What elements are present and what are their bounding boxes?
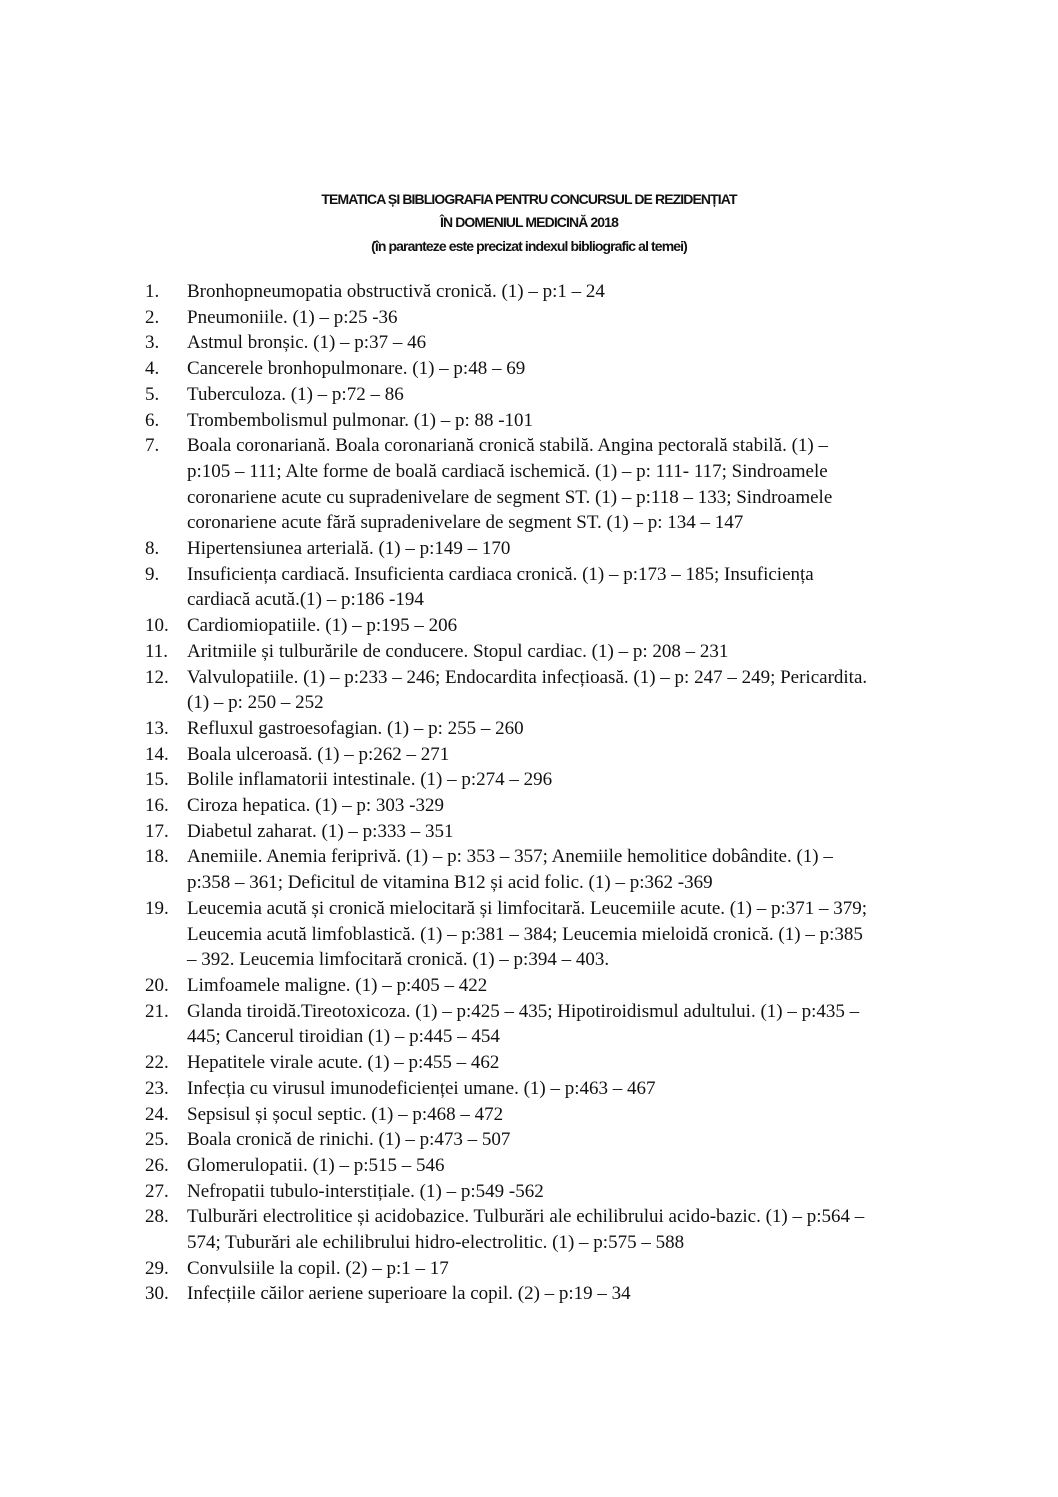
document-title: TEMATICA ȘI BIBLIOGRAFIA PENTRU CONCURSUL DE REZIDENȚIAT xyxy=(321,191,737,207)
item-number: 25. xyxy=(145,1129,169,1151)
list-item xyxy=(145,973,867,999)
item-number: 22. xyxy=(145,1052,169,1074)
item-number: 23. xyxy=(145,1077,169,1099)
item-text-line: Aritmiile și tulburările de conducere. Stopul cardiac. (1) – p: 208 – 231 xyxy=(187,640,729,662)
list-item xyxy=(145,356,867,382)
item-text-line: Anemiile. Anemia feriprivă. (1) – p: 353 – 357; Anemiile hemolitice dobândite. (1) – xyxy=(187,846,833,868)
item-text-line: Leucemia acută și cronică mielocitară și limfocitară. Leucemiile acute. (1) – p:371 – 379; xyxy=(187,897,868,919)
item-number: 7. xyxy=(145,435,160,457)
item-text-line: Infecțiile căilor aeriene superioare la copil. (2) – p:19 – 34 xyxy=(187,1283,631,1305)
list-item xyxy=(145,896,867,973)
list-item xyxy=(145,536,867,562)
item-number: 13. xyxy=(145,717,169,739)
item-number: 12. xyxy=(145,666,169,688)
item-number: 8. xyxy=(145,538,160,560)
item-number: 4. xyxy=(145,358,160,380)
item-text-line: Tuberculoza. (1) – p:72 – 86 xyxy=(187,383,404,405)
item-number: 14. xyxy=(145,743,169,765)
list-item xyxy=(145,793,867,819)
list-item xyxy=(145,1050,867,1076)
list-item xyxy=(145,305,867,331)
item-number: 9. xyxy=(145,563,160,585)
item-text-line: Bronhopneumopatia obstructivă cronică. (1) – p:1 – 24 xyxy=(187,281,605,302)
item-number: 16. xyxy=(145,795,169,817)
item-text-line: Pneumoniile. (1) – p:25 -36 xyxy=(187,306,398,328)
list-item xyxy=(145,1127,867,1153)
list-item xyxy=(145,279,867,305)
item-text-line: Sepsisul și șocul septic. (1) – p:468 – 472 xyxy=(187,1103,504,1125)
item-text-line: Glanda tiroidă.Tireotoxicoza. (1) – p:425 – 435; Hipotiroidismul adultului. (1) – p:435 – xyxy=(187,1000,860,1022)
list-item xyxy=(145,999,867,1050)
item-number: 5. xyxy=(145,383,160,405)
item-text-line: p:105 – 111; Alte forme de boală cardiacă ischemică. (1) – p: 111- 117; Sindroamele xyxy=(187,460,828,482)
item-text-line: Hepatitele virale acute. (1) – p:455 – 462 xyxy=(187,1052,500,1074)
item-text-line: Valvulopatiile. (1) – p:233 – 246; Endocardita infecțioasă. (1) – p: 247 – 249; Pericardita. xyxy=(187,666,868,688)
item-number: 19. xyxy=(145,897,169,919)
list-item xyxy=(145,819,867,845)
item-text-line: coronariene acute cu supradenivelare de segment ST. (1) – p:118 – 133; Sindroamele xyxy=(187,486,833,508)
item-number: 17. xyxy=(145,820,169,842)
item-text-line: Limfoamele maligne. (1) – p:405 – 422 xyxy=(187,974,488,996)
list-item xyxy=(145,562,867,613)
list-item xyxy=(145,1179,867,1205)
item-number: 20. xyxy=(145,974,169,996)
item-text-line: 445; Cancerul tiroidian (1) – p:445 – 454 xyxy=(187,1026,500,1048)
document-title-line2: ÎN DOMENIUL MEDICINĂ 2018 xyxy=(440,214,618,230)
list-item xyxy=(145,639,867,665)
item-text-line: Boala ulceroasă. (1) – p:262 – 271 xyxy=(187,743,450,765)
list-item xyxy=(145,844,867,895)
list-item xyxy=(145,1256,867,1282)
item-number: 29. xyxy=(145,1257,169,1279)
list-item xyxy=(145,330,867,356)
item-text-line: Trombembolismul pulmonar. (1) – p: 88 -101 xyxy=(187,409,534,431)
item-text-line: Cardiomiopatiile. (1) – p:195 – 206 xyxy=(187,615,458,637)
item-text-line: p:358 – 361; Deficitul de vitamina B12 și acid folic. (1) – p:362 -369 xyxy=(187,872,713,894)
list-item xyxy=(145,742,867,768)
item-text-line: Refluxul gastroesofagian. (1) – p: 255 – 260 xyxy=(187,717,524,739)
item-text-line: Cancerele bronhopulmonare. (1) – p:48 – 69 xyxy=(187,358,526,380)
item-text-line: cardiacă acută.(1) – p:186 -194 xyxy=(187,589,424,611)
item-text-line: coronariene acute fără supradenivelare de segment ST. (1) – p: 134 – 147 xyxy=(187,512,744,534)
list-item xyxy=(145,1102,867,1128)
list-item xyxy=(145,433,867,536)
item-text-line: (1) – p: 250 – 252 xyxy=(187,692,324,714)
item-number: 2. xyxy=(145,306,160,328)
item-number: 10. xyxy=(145,615,169,637)
list-item xyxy=(145,1204,867,1255)
list-item xyxy=(145,1153,867,1179)
item-text-line: Diabetul zaharat. (1) – p:333 – 351 xyxy=(187,820,454,842)
item-text-line: 574; Tuburări ale echilibrului hidro-electrolitic. (1) – p:575 – 588 xyxy=(187,1232,685,1254)
item-number: 15. xyxy=(145,769,169,791)
list-item xyxy=(145,408,867,434)
item-number: 3. xyxy=(145,332,160,354)
item-text-line: Convulsiile la copil. (2) – p:1 – 17 xyxy=(187,1257,449,1279)
item-text-line: Hipertensiunea arterială. (1) – p:149 – 170 xyxy=(187,538,511,560)
item-text-line: Ciroza hepatica. (1) – p: 303 -329 xyxy=(187,795,444,817)
list-item xyxy=(145,613,867,639)
item-text-line: Boala coronariană. Boala coronariană cronică stabilă. Angina pectorală stabilă. (1) – xyxy=(187,435,828,457)
item-text-line: Infecția cu virusul imunodeficienței umane. (1) – p:463 – 467 xyxy=(187,1077,656,1099)
item-text-line: Bolile inflamatorii intestinale. (1) – p:274 – 296 xyxy=(187,769,553,791)
list-item xyxy=(145,767,867,793)
item-text-line: Tulburări electrolitice și acidobazice. Tulburări ale echilibrului acido-bazic. (1) – p:564 – xyxy=(187,1206,865,1228)
list-item xyxy=(145,382,867,408)
item-number: 18. xyxy=(145,846,169,868)
item-text-line: Nefropatii tubulo-interstițiale. (1) – p:549 -562 xyxy=(187,1180,544,1202)
item-text-line: Boala cronică de rinichi. (1) – p:473 – 507 xyxy=(187,1129,511,1151)
item-text-line: Leucemia acută limfoblastică. (1) – p:381 – 384; Leucemia mieloidă cronică. (1) – p:385 xyxy=(187,923,863,945)
item-number: 26. xyxy=(145,1154,169,1176)
item-number: 30. xyxy=(145,1283,169,1305)
item-number: 1. xyxy=(145,281,160,302)
item-number: 24. xyxy=(145,1103,169,1125)
item-text-line: Glomerulopatii. (1) – p:515 – 546 xyxy=(187,1154,445,1176)
item-number: 27. xyxy=(145,1180,169,1202)
document-subtitle: (în paranteze este precizat indexul bibliografic al temei) xyxy=(371,238,687,254)
item-number: 6. xyxy=(145,409,160,431)
item-text-line: Astmul bronșic. (1) – p:37 – 46 xyxy=(187,332,427,354)
list-item xyxy=(145,1076,867,1102)
list-item xyxy=(145,1281,867,1307)
list-item xyxy=(145,716,867,742)
list-item xyxy=(145,665,867,716)
item-number: 11. xyxy=(145,640,169,662)
item-text-line: – 392. Leucemia limfocitară cronică. (1) – p:394 – 403. xyxy=(187,949,610,971)
item-number: 21. xyxy=(145,1000,169,1022)
item-text-line: Insuficiența cardiacă. Insuficienta cardiaca cronică. (1) – p:173 – 185; Insuficiența xyxy=(187,563,814,585)
topic-list xyxy=(145,279,867,1307)
item-number: 28. xyxy=(145,1206,169,1228)
